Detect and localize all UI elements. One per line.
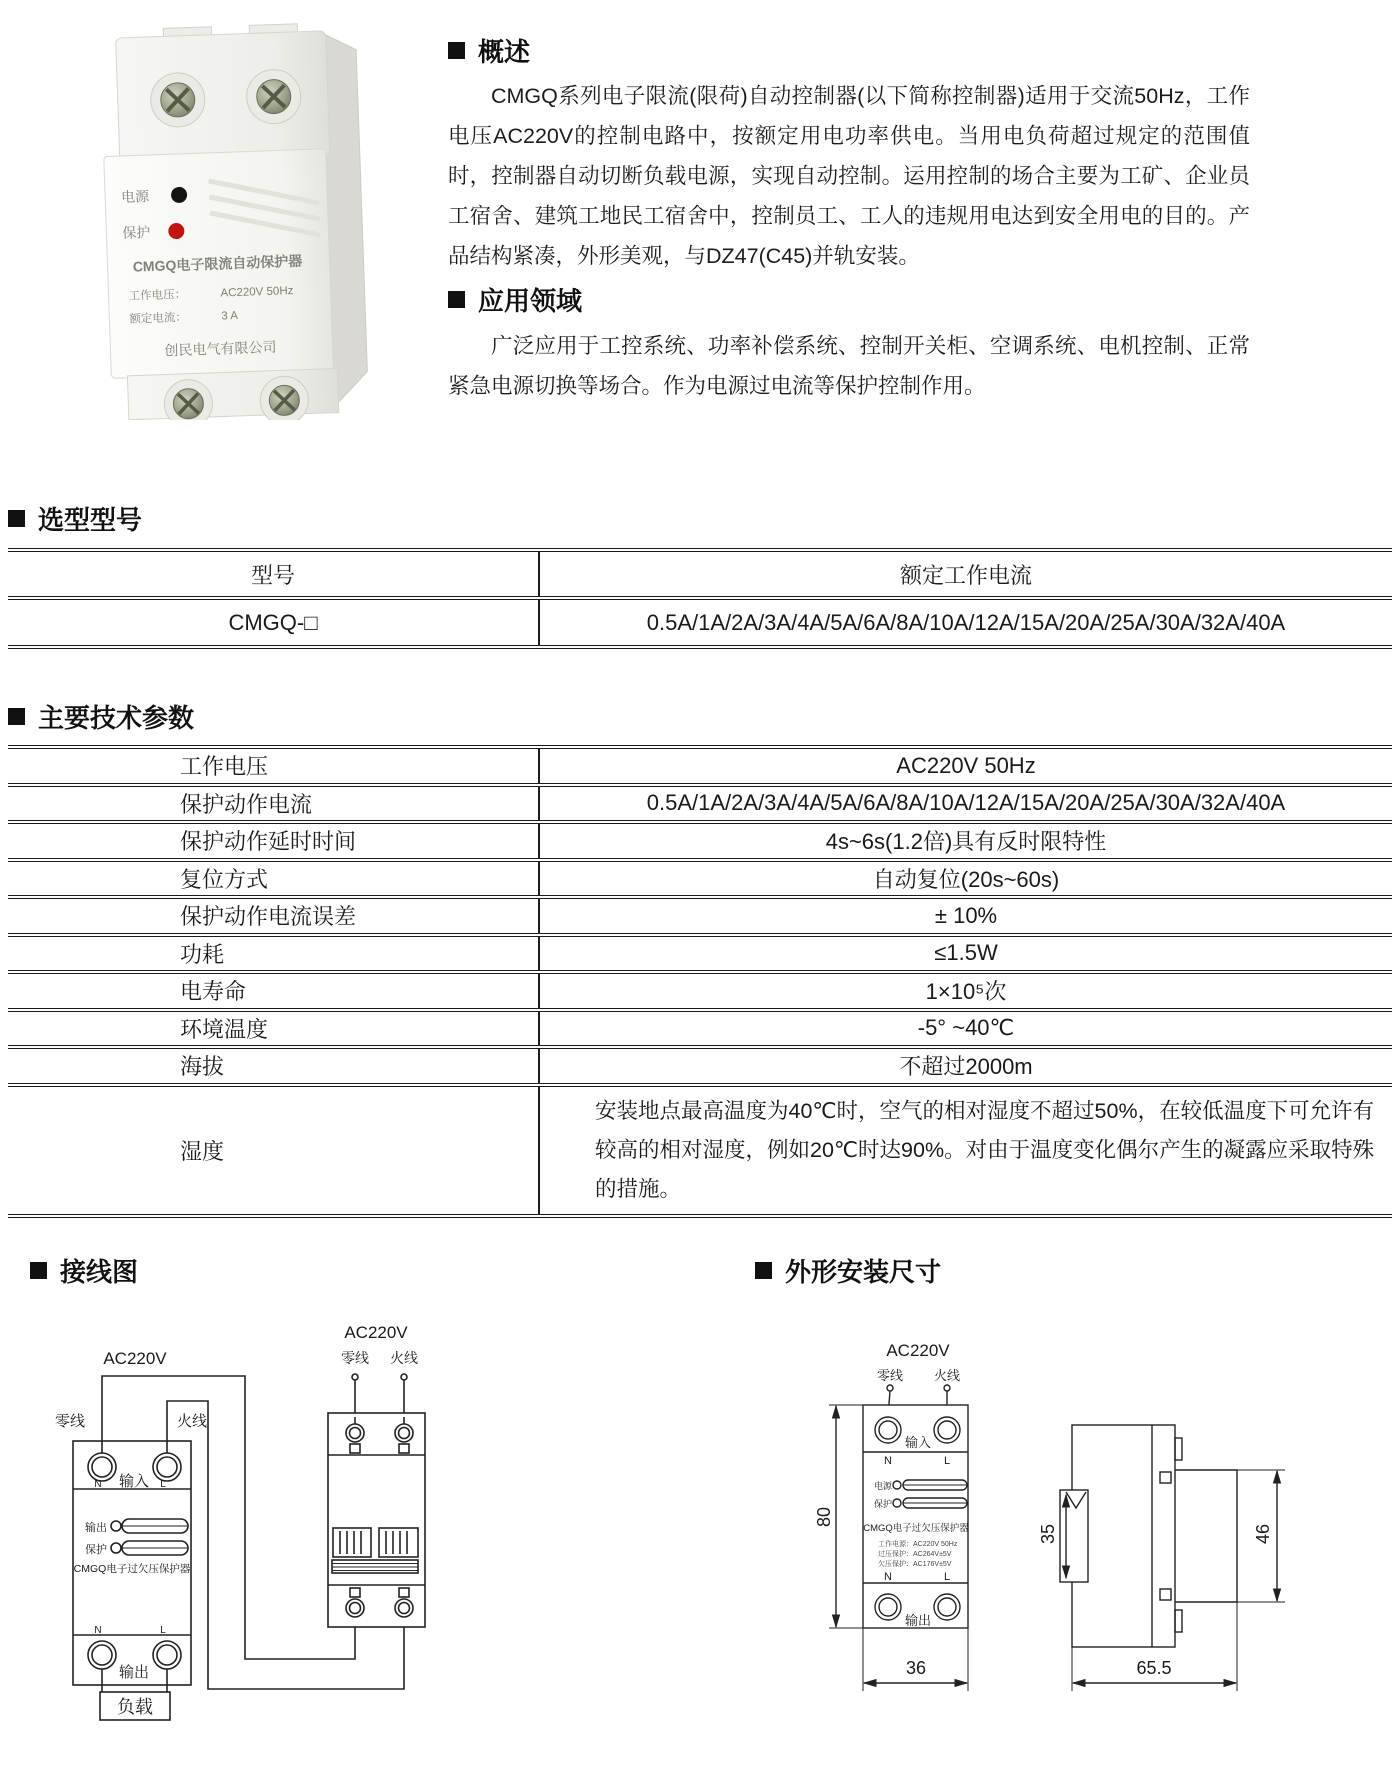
param-name: 海拔 xyxy=(8,1049,540,1083)
table-row xyxy=(8,824,1392,862)
neutral-label: 零线 xyxy=(341,1350,369,1366)
section-bullet xyxy=(8,510,25,527)
param-value: 自动复位(20s~60s) xyxy=(872,866,1060,892)
live-label: 火线 xyxy=(176,1413,208,1430)
n-label: N xyxy=(884,1455,892,1467)
wiring-diagram-drawing xyxy=(30,1320,690,1770)
section-bullet xyxy=(30,1262,47,1279)
param-name: 保护动作电流 xyxy=(8,787,540,821)
param-value: AC220V 50Hz xyxy=(896,752,1036,778)
device-body xyxy=(99,22,369,420)
product-photo-drawing xyxy=(70,20,400,420)
param-name: 环境温度 xyxy=(8,1012,540,1046)
section-bullet xyxy=(8,708,25,725)
photo-voltage-label: 工作电压： xyxy=(128,288,187,303)
table-row xyxy=(8,1049,1392,1087)
spec-line: 欠压保护：AC176V±5V xyxy=(878,1561,952,1568)
param-name: 电寿命 xyxy=(8,974,540,1008)
wiring-source-label-2: AC220V xyxy=(344,1323,408,1342)
table-row xyxy=(8,1087,1392,1218)
param-name: 保护动作延时时间 xyxy=(8,824,540,858)
param-value: ± 10% xyxy=(934,902,998,928)
l-label: L xyxy=(160,1479,166,1490)
param-value: 0.5A/1A/2A/3A/4A/5A/6A/8A/10A/12A/15A/20A/25A/30A/32A/40A xyxy=(646,790,1286,816)
dims-source-label: AC220V xyxy=(886,1341,950,1360)
led-output-label: 输出 xyxy=(85,1522,107,1534)
rail-dim-value: 35 xyxy=(1038,1523,1058,1545)
spec-line: 工作电源：AC220V 50Hz xyxy=(878,1541,958,1548)
overview-title-label: 概述 xyxy=(478,37,531,67)
n-label: N xyxy=(94,1479,102,1490)
param-name: 湿度 xyxy=(8,1087,540,1214)
source-node xyxy=(887,1385,893,1391)
led-protect-label: 保护 xyxy=(85,1544,107,1556)
spec-line: 过压保护：AC264V±5V xyxy=(878,1551,952,1558)
din-mount-face xyxy=(1175,1470,1237,1602)
l-label: L xyxy=(943,1571,951,1583)
photo-voltage-value: AC220V 50Hz xyxy=(220,285,294,300)
param-value: ≤1.5W xyxy=(934,940,998,966)
neutral-label: 零线 xyxy=(54,1413,86,1430)
param-name: 保护动作电流误差 xyxy=(8,899,540,933)
live-label: 火线 xyxy=(390,1350,418,1366)
table-row xyxy=(8,899,1392,937)
param-value: 4s~6s(1.2倍)具有反时限特性 xyxy=(825,829,1107,855)
input-label: 输入 xyxy=(118,1473,150,1490)
application-paragraph: 广泛应用于工控系统、功率补偿系统、控制开关柜、空调系统、电机控制、正常紧急电源切换等场合。作为电源过电流等保护控制作用。 xyxy=(448,334,1250,398)
model-section-title xyxy=(8,500,142,537)
l-label: L xyxy=(160,1625,166,1636)
param-name: 工作电压 xyxy=(8,749,540,783)
param-name: 复位方式 xyxy=(8,862,540,896)
overview-section-title xyxy=(448,32,530,69)
model-table xyxy=(8,548,1392,649)
overview-paragraph: CMGQ系列电子限流(限荷)自动控制器(以下简称控制器)适用于交流50Hz，工作电压AC220V的控制电路中，按额定用电功率供电。当用电负荷超过规定的范围值时，控制器自动切断负载电源，实现自动控制。运用控制的场合主要为工矿、企业员工宿舍、建筑工地民工宿舍中，控制员工、工人的违规用电达到安全用电的目的。产品结构紧凑，外形美观，与DZ47(C45)并轨安装。 xyxy=(448,84,1250,268)
led-power-label: 电源 xyxy=(873,1481,893,1491)
dimensions-title-label: 外形安装尺寸 xyxy=(785,1257,942,1287)
product-photo xyxy=(70,20,400,420)
param-value: -5° ~40℃ xyxy=(917,1015,1015,1041)
wiring-diagram xyxy=(30,1320,690,1770)
dimensions-diagram xyxy=(720,1270,1400,1770)
source-node xyxy=(352,1374,358,1380)
table-row xyxy=(8,1012,1392,1050)
wiring-section-title xyxy=(30,1252,138,1289)
depth-dim-value: 65.5 xyxy=(1136,1658,1172,1678)
model-table-row xyxy=(8,600,1392,649)
param-value: 安装地点最高温度为40℃时，空气的相对湿度不超过50%，在较低温度下可允许有较高的相对湿度，例如20℃时达90%。对由于温度变化偶尔产生的凝露应采取特殊的措施。 xyxy=(595,1098,1375,1201)
model-title-label: 选型型号 xyxy=(38,505,143,535)
source-node xyxy=(401,1374,407,1380)
model-table-header-row xyxy=(8,552,1392,600)
output-label: 输出 xyxy=(904,1613,932,1628)
wiring-device-title: CMGQ电子过欠压保护器 xyxy=(73,1563,191,1575)
tech-title-label: 主要技术参数 xyxy=(38,703,195,733)
application-section-title xyxy=(448,281,582,318)
n-label: N xyxy=(94,1625,102,1636)
height-dim-value: 80 xyxy=(814,1506,834,1528)
led-protect-label: 保护 xyxy=(873,1499,893,1509)
neutral-label: 零线 xyxy=(876,1368,904,1383)
photo-company: 创民电气有限公司 xyxy=(164,338,277,359)
photo-current-value: 3 A xyxy=(221,309,239,323)
n-label: N xyxy=(884,1571,892,1583)
led-power-label: 电源 xyxy=(120,187,150,205)
l-label: L xyxy=(943,1455,951,1467)
param-value: 1×10⁵次 xyxy=(925,979,1007,1005)
wiring-source-label: AC220V xyxy=(103,1349,167,1368)
depth-right-dim-value: 46 xyxy=(1253,1523,1273,1545)
wiring-title-label: 接线图 xyxy=(60,1257,139,1287)
table-row xyxy=(8,787,1392,825)
tech-params-table xyxy=(8,745,1392,1218)
photo-product-title: CMGQ电子限流自动保护器 xyxy=(132,252,303,275)
source-node xyxy=(944,1385,950,1391)
section-bullet xyxy=(448,42,465,59)
input-label: 输入 xyxy=(904,1435,932,1450)
model-col-header: 型号 xyxy=(8,552,540,596)
load-label: 负载 xyxy=(117,1697,153,1717)
dimensions-drawing xyxy=(720,1270,1400,1770)
dims-device-title: CMGQ电子过欠压保护器 xyxy=(863,1523,969,1534)
table-row xyxy=(8,862,1392,900)
width-dim-value: 36 xyxy=(905,1658,927,1678)
param-name: 功耗 xyxy=(8,937,540,971)
table-row xyxy=(8,937,1392,975)
application-title-label: 应用领域 xyxy=(478,286,583,316)
table-row xyxy=(8,749,1392,787)
breaker-outline xyxy=(328,1413,425,1627)
model-cell: CMGQ-□ xyxy=(8,600,540,645)
section-bullet xyxy=(448,291,465,308)
tech-section-title xyxy=(8,698,194,735)
param-value: 不超过2000m xyxy=(899,1054,1033,1080)
live-label: 火线 xyxy=(933,1368,961,1383)
rated-current-cell: 0.5A/1A/2A/3A/4A/5A/6A/8A/10A/12A/15A/20A/25A/30A/32A/40A xyxy=(646,609,1286,635)
photo-current-label: 额定电流： xyxy=(129,311,188,326)
led-protect-label: 保护 xyxy=(122,223,151,241)
current-col-header: 额定工作电流 xyxy=(899,562,1032,588)
output-label: 输出 xyxy=(118,1664,150,1681)
table-row xyxy=(8,974,1392,1012)
